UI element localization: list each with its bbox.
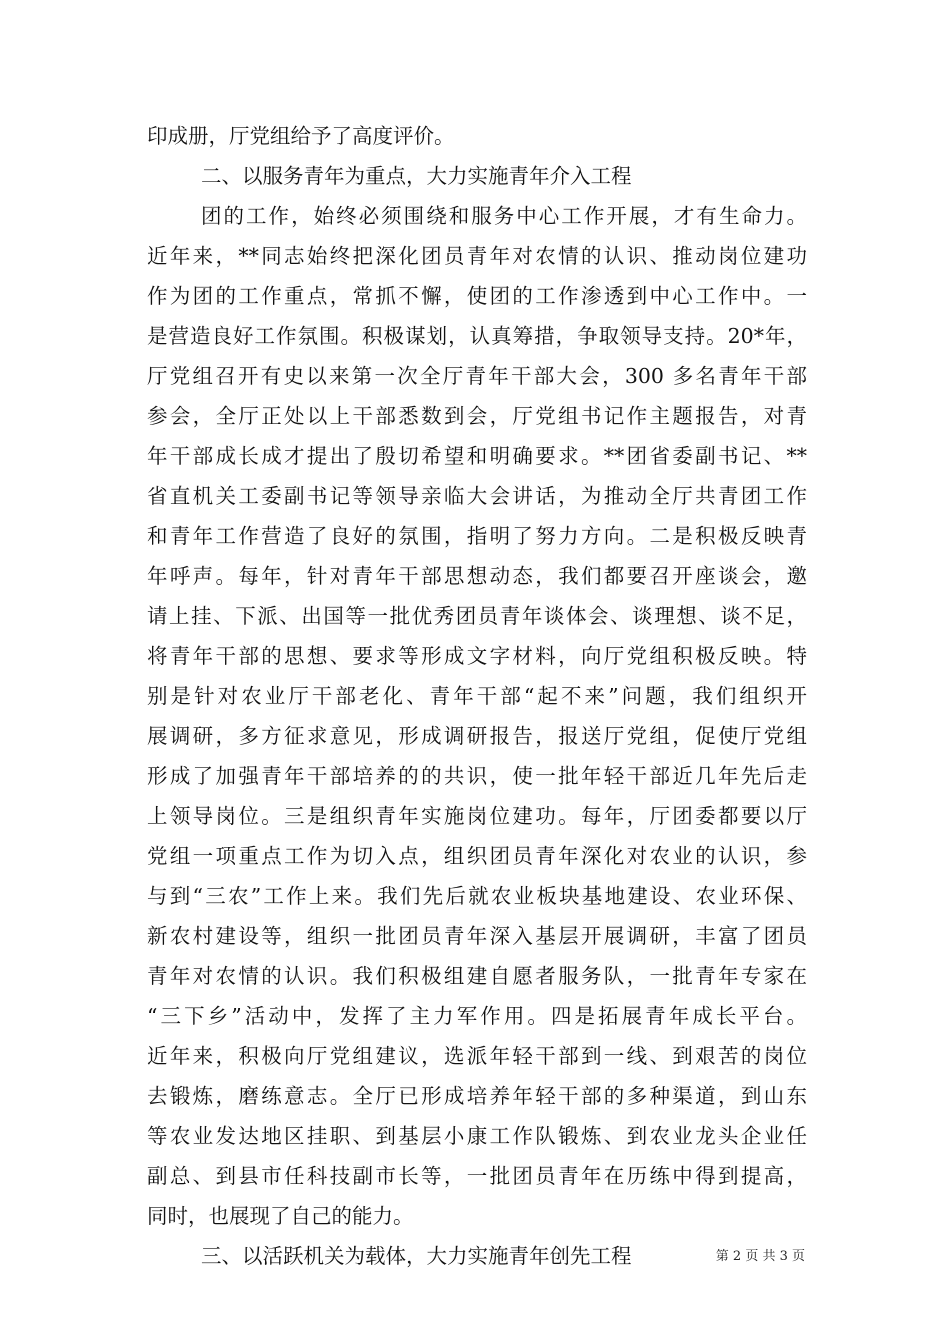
paragraph-line: 将青年干部的思想、要求等形成文字材料，向厅党组积极反映。特 xyxy=(147,644,807,668)
paragraph-line-tail: 印成册，厅党组给予了高度评价。 xyxy=(147,124,455,148)
paragraph-line: 去锻炼，磨练意志。全厅已形成培养年轻干部的多种渠道，到山东 xyxy=(147,1084,807,1108)
paragraph-line: 是营造良好工作氛围。积极谋划，认真筹措，争取领导支持。20*年， xyxy=(147,324,807,348)
paragraph-line: 展调研，多方征求意见，形成调研报告，报送厅党组，促使厅党组 xyxy=(147,724,807,748)
paragraph-line: 副总、到县市任科技副市长等，一批团员青年在历练中得到提高， xyxy=(147,1164,807,1188)
paragraph-line: 党组一项重点工作为切入点，组织团员青年深化对农业的认识，参 xyxy=(147,844,807,868)
paragraph-line: 上领导岗位。三是组织青年实施岗位建功。每年，厅团委都要以厅 xyxy=(147,804,807,828)
section-heading-3: 三、以活跃机关为载体，大力实施青年创先工程 xyxy=(201,1244,632,1268)
paragraph-line: 参会，全厅正处以上干部悉数到会，厅党组书记作主题报告，对青 xyxy=(147,404,807,428)
paragraph-line: 别是针对农业厅干部老化、青年干部“起不来”问题，我们组织开 xyxy=(147,684,807,708)
paragraph-line: “三下乡”活动中，发挥了主力军作用。四是拓展青年成长平台。 xyxy=(147,1004,807,1028)
paragraph-line: 与到“三农”工作上来。我们先后就农业板块基地建设、农业环保、 xyxy=(147,884,807,908)
paragraph-line: 厅党组召开有史以来第一次全厅青年干部大会，300 多名青年干部 xyxy=(147,364,807,388)
paragraph-line: 年干部成长成才提出了殷切希望和明确要求。**团省委副书记、** xyxy=(147,444,807,468)
paragraph-line: 和青年工作营造了良好的氛围，指明了努力方向。二是积极反映青 xyxy=(147,524,807,548)
paragraph-line: 年呼声。每年，针对青年干部思想动态，我们都要召开座谈会，邀 xyxy=(147,564,807,588)
paragraph-line: 团的工作，始终必须围绕和服务中心工作开展，才有生命力。 xyxy=(201,204,807,228)
paragraph-line: 青年对农情的认识。我们积极组建自愿者服务队，一批青年专家在 xyxy=(147,964,807,988)
document-body xyxy=(147,116,807,1276)
paragraph-line: 形成了加强青年干部培养的的共识，使一批年轻干部近几年先后走 xyxy=(147,764,807,788)
paragraph-line: 新农村建设等，组织一批团员青年深入基层开展调研，丰富了团员 xyxy=(147,924,807,948)
paragraph-line: 作为团的工作重点，常抓不懈，使团的工作渗透到中心工作中。一 xyxy=(147,284,807,308)
paragraph-line-last: 同时，也展现了自己的能力。 xyxy=(147,1204,414,1228)
paragraph-line: 省直机关工委副书记等领导亲临大会讲话，为推动全厅共青团工作 xyxy=(147,484,807,508)
section-heading-2: 二、以服务青年为重点，大力实施青年介入工程 xyxy=(201,164,632,188)
paragraph-line: 近年来，**同志始终把深化团员青年对农情的认识、推动岗位建功 xyxy=(147,244,807,268)
paragraph-line: 请上挂、下派、出国等一批优秀团员青年谈体会、谈理想、谈不足， xyxy=(147,604,807,628)
paragraph-line: 近年来，积极向厅党组建议，选派年轻干部到一线、到艰苦的岗位 xyxy=(147,1044,807,1068)
page-number-footer: 第 2 页 共 3 页 xyxy=(715,1249,805,1264)
paragraph-line: 等农业发达地区挂职、到基层小康工作队锻炼、到农业龙头企业任 xyxy=(147,1124,807,1148)
